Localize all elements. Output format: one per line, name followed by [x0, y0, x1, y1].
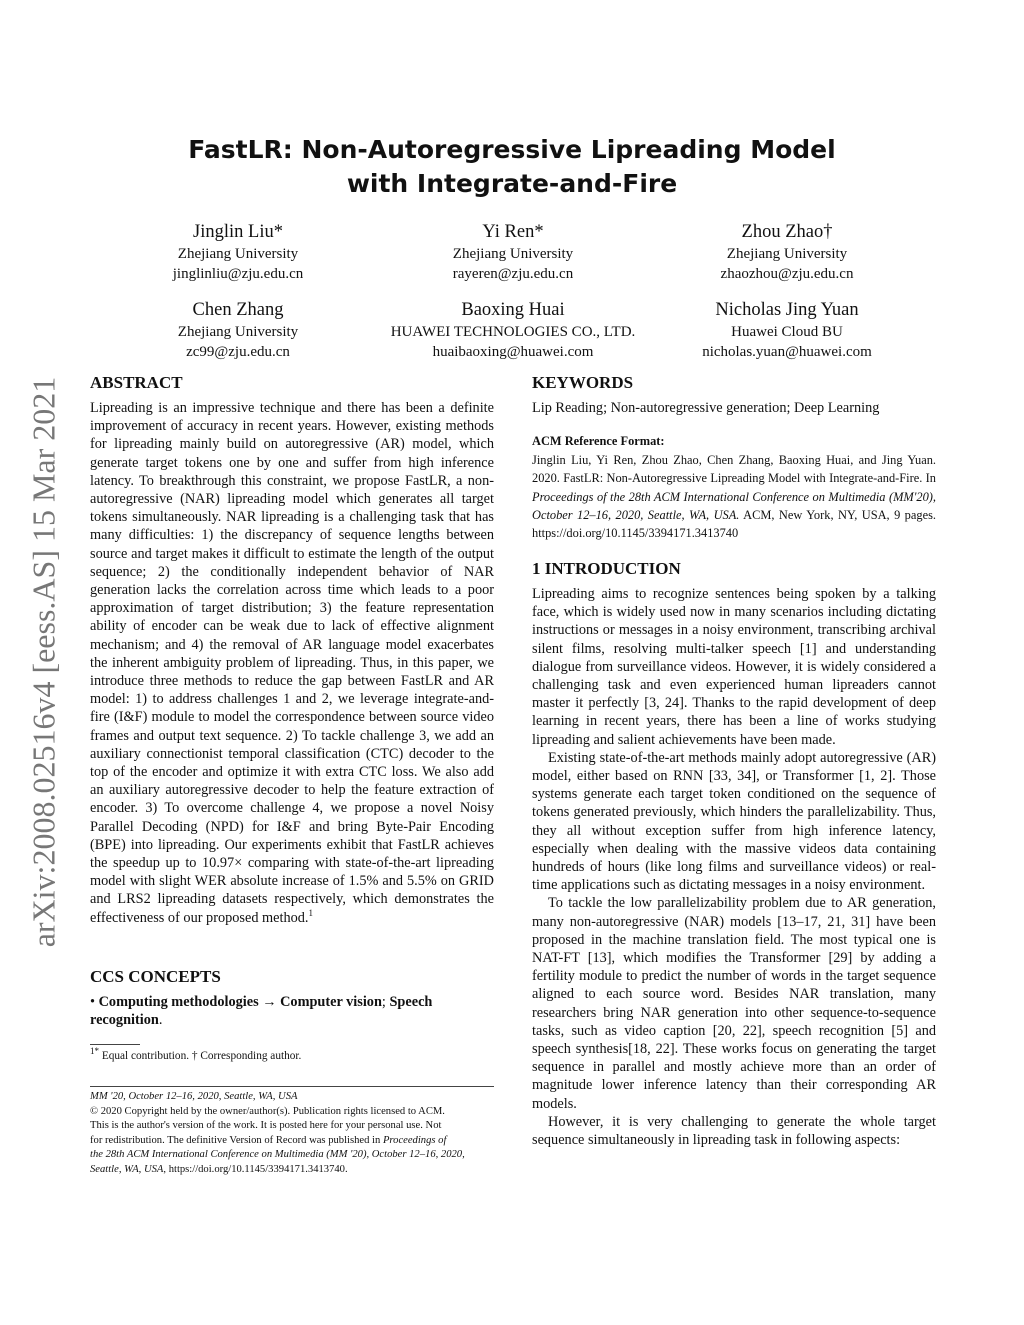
keywords-section	[532, 372, 936, 417]
copyright-rule	[90, 1086, 494, 1087]
acm-reference-text	[532, 451, 936, 542]
author-email: jinglinliu@zju.edu.cn	[172, 266, 304, 282]
abstract-section	[90, 372, 494, 927]
paper-title	[120, 133, 904, 201]
author-block	[642, 298, 932, 362]
footnote-rule	[90, 1044, 140, 1045]
intro-paragraph: However, it is very challenging to generate the whole target sequence simultaneously in lipreading task in following aspects:	[532, 1113, 936, 1149]
author-block	[93, 298, 383, 362]
footnote	[90, 1046, 494, 1064]
intro-paragraph: To tackle the low parallelizability problem due to AR generation, many non-autoregressive (NAR) models [13–17, 21, 31] have been proposed in the machine translation field. The most typical one is NAT-FT [13], which modifies the Transformer [29] by adding a fertility module to predict the number of words in the target sequence aligned to each source word. Besides NAR translation, many researchers bring NAR generation into other sequence-to-sequence tasks, such as video caption [20, 22], speech recognition [5] and speech synthesis[18, 22]. These works focus on generating the target sequence in parallel and mostly achieve more than an order of magnitude lower inference latency than their corresponding AR models.	[532, 895, 936, 1112]
author-email: huaibaoxing@huawei.com	[432, 344, 594, 360]
doi-link[interactable]: , https://doi.org/10.1145/3394171.3413740.	[163, 1163, 348, 1175]
author-name: Jinglin Liu*	[193, 222, 283, 242]
copyright-line: © 2020 Copyright held by the owner/author(s). Publication rights licensed to ACM.	[90, 1105, 445, 1117]
author-email: zhaozhou@zju.edu.cn	[720, 266, 854, 282]
conference-line: MM '20, October 12–16, 2020, Seattle, WA, USA	[90, 1091, 298, 1102]
copyright-italic: Seattle, WA, USA	[90, 1163, 164, 1175]
copyright-text: for redistribution. The definitive Version of Record was published in	[90, 1134, 381, 1146]
copyright-line: This is the author's version of the work. It is posted here for your personal use. Not	[90, 1120, 442, 1132]
footnote-text: Equal contribution. † Corresponding author.	[99, 1050, 302, 1062]
ccs-separator: ;	[381, 994, 390, 1010]
author-name: Zhou Zhao†	[741, 222, 833, 242]
title-line-2: with Integrate-and-Fire	[346, 169, 678, 198]
acm-reference-heading: ACM Reference Format:	[532, 434, 665, 448]
author-name: Yi Ren*	[482, 222, 544, 242]
introduction-section	[532, 558, 936, 1149]
author-affiliation: Zhejiang University	[452, 246, 574, 262]
introduction-heading: 1 INTRODUCTION	[532, 559, 681, 578]
author-affiliation: Zhejiang University	[177, 324, 299, 340]
author-block	[368, 298, 658, 362]
copyright-line	[90, 1134, 494, 1149]
acm-reference-doi[interactable]: ACM, New York, NY, USA, 9 pages. https://doi.org/10.1145/3394171.3413740	[532, 507, 936, 541]
acm-reference-title: 2020. FastLR: Non-Autoregressive Lipreading Model with Integrate-and-Fire. In	[532, 471, 936, 486]
author-affiliation: HUAWEI TECHNOLOGIES CO., LTD.	[390, 324, 636, 340]
keywords-heading: KEYWORDS	[532, 373, 634, 392]
ccs-concepts	[90, 993, 494, 1029]
abstract-heading: ABSTRACT	[90, 373, 183, 392]
keywords-text: Lip Reading; Non-autoregressive generation; Deep Learning	[532, 400, 880, 416]
author-affiliation: Zhejiang University	[726, 246, 848, 262]
acm-reference-section	[532, 432, 936, 542]
author-name: Chen Zhang	[192, 300, 284, 320]
copyright-line: the 28th ACM International Conference on Multimedia (MM '20), October 12–16, 2020,	[90, 1149, 465, 1161]
author-affiliation: Zhejiang University	[177, 246, 299, 262]
ccs-section	[90, 966, 494, 1029]
abstract-body: Lipreading is an impressive technique and there has been a definite improvement of accuracy in recent years. However, existing methods for lipreading mainly build on autoregressive (AR) model, which generate target tokens one by one and suffer from high inference latency. To breakthrough this constraint, we propose FastLR, a non-autoregressive (NAR) lipreading model which generates all target tokens simultaneously. NAR lipreading is a challenging task that has many difficulties: 1) the discrepancy of sequence lengths between source and target makes it difficult to estimate the length of the output sequence; 2) the conditionally independent behavior of NAR generation lacks the correlation across time which leads to a poor approximation of target distribution; 3) the feature representation ability of encoder can be weak due to lack of effective alignment mechanism; and 4) the removal of AR language model exacerbates the inherent ambiguity problem of lipreading. Thus, in this paper, we introduce three methods to reduce the gap between FastLR and AR model: 1) to address challenges 1 and 2, we leverage integrate-and-fire (I&F) module to model the correspondence between source video frames and output text sequence. 2) To tackle challenge 3, we add an auxiliary connectionist temporal classification (CTC) decoder to the top of the encoder and optimize it with extra CTC loss. We also add an auxiliary autoregressive decoder to help the feature extraction of encoder. 3) To overcome challenge 4, we propose a novel Noisy Parallel Decoding (NPD) for I&F and bring Byte-Pair Encoding (BPE) into lipreading. Our experiments exhibit that FastLR achieves the speedup up to 10.97× comparing with state-of-the-art lipreading model with slight WER absolute increase of 1.5% and 5.5% on GRID and LRS2 lipreading datasets respectively, which demonstrates the effectiveness of our proposed method.	[90, 400, 494, 926]
author-email: nicholas.yuan@huawei.com	[702, 344, 872, 360]
copyright-line	[90, 1163, 494, 1178]
ccs-item: Speech recognition	[90, 994, 433, 1029]
intro-paragraph: Existing state-of-the-art methods mainly adopt autoregressive (AR) model, either based on RNN [33, 34], or Transformer [1, 2]. Those systems generate each target token conditioned on the sequence of tokens generated previously, which hinders the parallelizability. Thus, they all without exception suffer from high inference latency, especially when dealing with the massive videos data containing hundreds of hours (like long films and surveillance videos) or real-time applications such as dictating messages in a noisy environment.	[532, 749, 936, 894]
author-block	[368, 220, 658, 284]
intro-paragraph: Lipreading aims to recognize sentences being spoken by a talking face, which is widely used now in many scenarios including dictating instructions or messages in a noisy environment, transcribing archival silent films, resolving multi-talker speech [1] and understanding dialogue from surveillance videos. However, it is widely considered a challenging task and even experienced human lipreaders cannot master it perfectly [3, 24]. Thanks to the rapid development of deep learning in recent years, there has been a line of works studying lipreading and salient achievements have been made.	[532, 586, 936, 748]
footnote-mark: 1*	[90, 1046, 99, 1057]
acm-reference-authors: Jinglin Liu, Yi Ren, Zhou Zhao, Chen Zhang, Baoxing Huai, and Jing Yuan.	[532, 453, 936, 467]
title-line-1: FastLR: Non-Autoregressive Lipreading Model	[188, 135, 836, 164]
author-block	[93, 220, 383, 284]
footnote-marker: 1	[308, 907, 313, 918]
author-name: Nicholas Jing Yuan	[715, 300, 859, 320]
abstract-text	[90, 399, 494, 927]
author-name: Baoxing Huai	[461, 300, 565, 320]
ccs-heading: CCS CONCEPTS	[90, 967, 221, 986]
acm-reference-venue: Proceedings of the 28th ACM International Conference on Multimedia (MM'20), October 12–16, 2020, Seattle, WA, USA.	[532, 489, 936, 522]
ccs-item: Computing methodologies → Computer vision	[98, 994, 382, 1010]
author-affiliation: Huawei Cloud BU	[731, 324, 843, 340]
copyright-block	[90, 1090, 494, 1178]
ccs-end: .	[158, 1012, 163, 1029]
arxiv-identifier: arXiv:2008.02516v4 [eess.AS] 15 Mar 2021	[25, 376, 62, 948]
ccs-bullet: •	[90, 994, 96, 1010]
copyright-italic: Proceedings of	[382, 1134, 447, 1146]
author-email: zc99@zju.edu.cn	[186, 344, 290, 360]
author-block	[642, 220, 932, 284]
author-email: rayeren@zju.edu.cn	[452, 266, 574, 282]
